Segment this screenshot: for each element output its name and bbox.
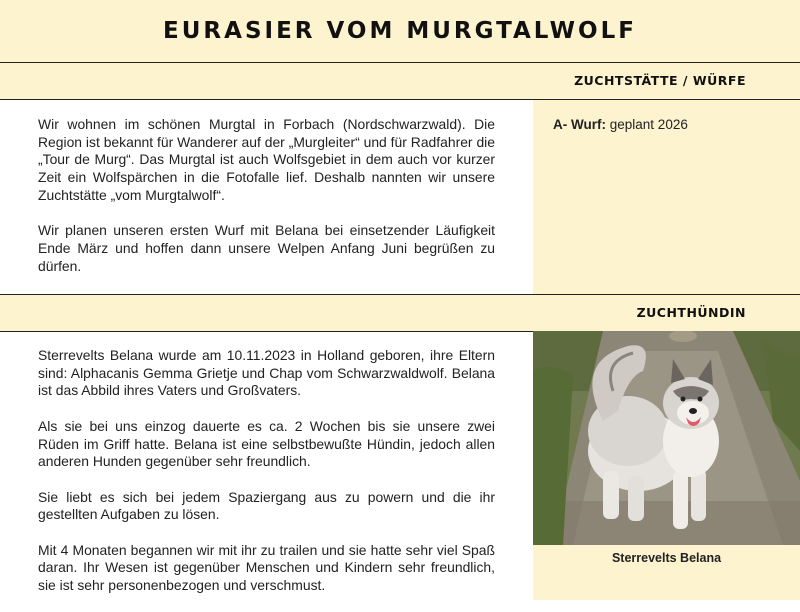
section-band-kennel xyxy=(0,62,800,100)
litter-label: A- Wurf: xyxy=(553,117,606,132)
section-heading-kennel: ZUCHTSTÄTTE / WÜRFE xyxy=(574,73,746,88)
dam-text xyxy=(38,347,495,612)
dog-photo xyxy=(533,331,800,545)
litter-info xyxy=(553,117,688,132)
dam-paragraph: Mit 4 Monaten begannen wir mit ihr zu trailen und sie hatte sehr viel Spaß daran. Ihr Wesen ist gegenüber Menschen und Kindern sehr freundlich, sie ist sehr personenbezogen und verschmust. xyxy=(38,541,495,594)
site-title: EURASIER VOM MURGTALWOLF xyxy=(163,18,637,44)
dam-paragraph: Sterrevelts Belana wurde am 10.11.2023 in Holland geboren, ihre Eltern sind: Alphacanis Gemma Grietje und Chap vom Schwarzwaldwolf. Belana ist das Abbild ihres Vaters und Großvaters. xyxy=(38,347,495,399)
dam-paragraph: Sie liebt es sich bei jedem Spaziergang aus zu powern und die ihr gestellten Aufgaben zu lösen. xyxy=(38,488,495,523)
dog-photo-illustration xyxy=(533,331,800,545)
kennel-text xyxy=(38,116,495,293)
litter-value: geplant 2026 xyxy=(609,117,688,132)
section-heading-dam: ZUCHTHÜNDIN xyxy=(636,305,746,320)
section-band-dam xyxy=(0,294,800,332)
kennel-paragraph: Wir wohnen im schönen Murgtal in Forbach (Nordschwarzwald). Die Region ist bekannt für Wanderer auf der „Murgleiter“ und für Radfahrer die „Tour de Murg“. Das Murgtal ist auch Wolfsgebiet in dem auch vor kurzer Zeit ein Wolfspärchen in die Fotofalle lief. Deshalb nannten wir unsere Zuchtstätte „vom Murgtalwolf“. xyxy=(38,116,495,203)
kennel-paragraph: Wir planen unseren ersten Wurf mit Belana bei einsetzender Läufigkeit Ende März und hoffen dann unsere Welpen Anfang Juni begrüßen zu dürfen. xyxy=(38,222,495,274)
site-header xyxy=(0,0,800,63)
dam-paragraph: Als sie bei uns einzog dauerte es ca. 2 Wochen bis sie unsere zwei Rüden im Griff hatte. Belana ist eine selbstbewußte Hündin, jedoch allen anderen Hunden gegenüber sehr freundlich. xyxy=(38,417,495,470)
photo-caption: Sterrevelts Belana xyxy=(611,551,722,565)
